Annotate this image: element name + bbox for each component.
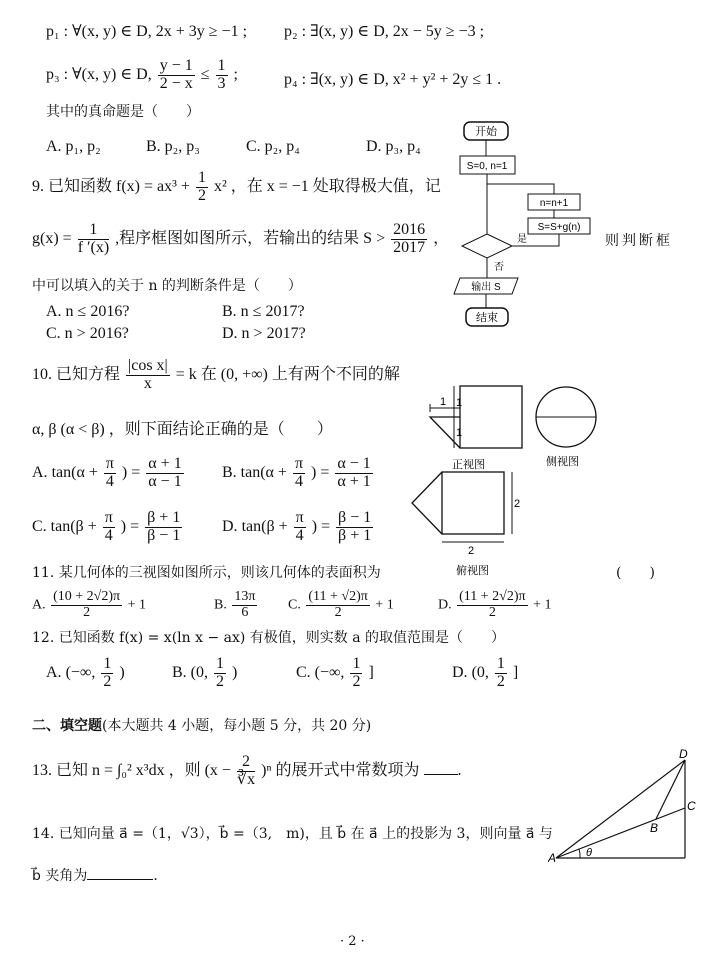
q12-b-den: 2	[216, 672, 224, 690]
q11-d-tail: + 1	[533, 597, 552, 613]
q9-half-den: 2	[197, 186, 206, 204]
q10-c-rhs	[145, 510, 182, 545]
q10-d-rhs	[336, 510, 373, 545]
q10-d-pi-den: 4	[295, 526, 304, 544]
top-view-square	[442, 472, 504, 534]
q10-a-lhs: tan(α +	[51, 463, 98, 481]
q11-option-a	[32, 590, 146, 620]
q11-c-frac	[306, 590, 369, 620]
q11-option-d	[438, 590, 551, 620]
tri-angle-arc	[579, 849, 580, 858]
q10-c-num: β + 1	[147, 509, 181, 526]
q12-a-pre: (−∞,	[65, 663, 96, 681]
q11-a-frac	[51, 590, 122, 620]
q12-d-frac	[495, 656, 507, 691]
q8-p3-rhs-fraction	[216, 58, 228, 93]
front-dim-1b: 1	[456, 397, 463, 409]
q11-d-num: (11 + 2√2)π	[459, 589, 526, 604]
q10-b-den: α + 1	[337, 472, 371, 490]
q12-a-label: A.	[46, 663, 62, 681]
q12-a-post: )	[119, 663, 125, 681]
q9-line2	[32, 222, 449, 257]
q10-b-pi	[293, 456, 305, 491]
q13-post: )ⁿ 的展开式中常数项为	[261, 761, 420, 779]
tri-label-b: B	[650, 821, 659, 835]
q11-a-num: (10 + 2√2)π	[53, 589, 121, 604]
top-dim-2a: 2	[514, 498, 521, 510]
q8-p3-rhs-den: 3	[217, 74, 226, 92]
q8-p3-num: y − 1	[159, 57, 193, 74]
flow-end-text: 结束	[476, 312, 498, 324]
q12-d-label: D.	[452, 663, 468, 681]
flowchart	[450, 118, 600, 333]
q10-d-label: D.	[222, 517, 238, 535]
q10-b-eq: ) =	[311, 463, 330, 481]
q11-b-frac	[232, 590, 257, 620]
q10-post: = k 在 (0, +∞) 上有两个不同的解	[175, 365, 400, 383]
q9-option-b: B. n ≤ 2017?	[222, 303, 305, 320]
flow-init-text: S=0, n=1	[466, 161, 508, 172]
q9-g-num: 1	[78, 222, 109, 240]
q10-c-label: C.	[32, 517, 47, 535]
q8-p4: p₄ : ∃(x, y) ∈ D, x² + y² + 2y ≤ 1 .	[284, 71, 502, 88]
q8-p3-fraction	[158, 58, 195, 93]
q10-a-rhs	[146, 456, 183, 491]
q10-b-lhs: tan(α +	[240, 463, 287, 481]
section2-title: 二、填空题	[32, 718, 102, 734]
q12-a-frac	[101, 656, 113, 691]
q12-stem: 12. 已知函数 f(x) = x(ln x − ax) 有极值，则实数 a 的取值范围是（ ）	[32, 630, 506, 646]
q11-option-b	[214, 590, 259, 620]
q12-d-num: 1	[496, 655, 505, 672]
q10-c-pi-den: 4	[104, 526, 113, 544]
q13-den: ∛x	[236, 770, 256, 788]
q10-fraction	[126, 358, 170, 393]
q10-c-pi	[103, 510, 115, 545]
q12-a-num: 1	[103, 655, 112, 672]
q10-option-a	[32, 456, 186, 491]
flow-loop-line	[487, 184, 554, 194]
q11-b-label: B.	[214, 597, 227, 613]
q11-c-tail: + 1	[375, 597, 394, 613]
q8-p3	[46, 58, 238, 93]
q9-half-num: 1	[197, 169, 206, 186]
q11-paren: ( )	[616, 565, 655, 581]
q10-b-label: B.	[222, 463, 237, 481]
q12-c-label: C.	[296, 663, 311, 681]
q9-line1	[32, 170, 441, 205]
flow-yes-label: 是	[517, 234, 527, 245]
q10-a-den: α − 1	[148, 472, 182, 490]
q10-den: x	[143, 374, 152, 392]
q12-c-pre: (−∞,	[314, 663, 345, 681]
q9-s-den: 2017	[393, 238, 426, 256]
q13-end: .	[457, 761, 462, 779]
q9-line2-end: ，	[433, 229, 450, 247]
q8-stem: 其中的真命题是（ ）	[46, 104, 200, 120]
q14-line2	[32, 868, 158, 885]
tri-line-ac	[556, 808, 685, 858]
q10-b-pi-den: 4	[294, 472, 303, 490]
q8-p3-relation: ≤	[200, 65, 210, 83]
tri-label-d: D	[679, 748, 688, 761]
q10-line1	[32, 358, 400, 393]
q11-stem: 11. 某几何体的三视图如图所示，则该几何体的表面积为	[32, 565, 381, 581]
q11-a-tail: + 1	[127, 597, 147, 613]
q11-c-den: 2	[334, 604, 342, 620]
q11-c-label: C.	[288, 597, 301, 613]
q10-a-pi	[104, 456, 116, 491]
q10-d-den: β + 1	[338, 526, 372, 544]
q12-c-den: 2	[352, 672, 361, 690]
top-view-triangle	[412, 472, 442, 534]
q13-num: 2	[237, 754, 255, 772]
q11-c-num: (11 + √2)π	[308, 589, 368, 604]
q9-line3: 中可以填入的关于 n 的判断条件是（ ）	[32, 278, 302, 294]
q9-g-den: f ′(x)	[77, 238, 110, 256]
tri-label-theta: θ	[586, 847, 592, 859]
q9-s-num: 2016	[393, 221, 426, 238]
q14-answer-blank[interactable]	[87, 879, 153, 880]
q11-b-den: 6	[241, 604, 249, 620]
q8-option-d: D. p₃, p₄	[366, 138, 421, 155]
q9-s-fraction	[391, 222, 427, 257]
q12-b-label: B.	[172, 663, 187, 681]
q8-option-c: C. p₂, p₄	[246, 138, 300, 155]
q11-d-label: D.	[438, 597, 452, 613]
q12-d-post: ]	[512, 663, 519, 681]
q9-line1-a: 9. 已知函数 f(x) = ax³ +	[32, 177, 190, 195]
page-number: · 2 ·	[340, 934, 365, 949]
q8-p2: p₂ : ∃(x, y) ∈ D, 2x − 5y ≥ −3 ;	[284, 23, 485, 40]
q12-c-num: 1	[352, 655, 361, 672]
q11-d-den: 2	[488, 604, 496, 620]
q10-num: |cos x|	[128, 357, 168, 374]
q9-line2-mid: ,程序框图如图所示，若输出的结果 S >	[115, 229, 386, 247]
q8-p3-end: ;	[233, 65, 238, 83]
q12-c-post: ]	[368, 663, 374, 681]
q10-option-b	[222, 456, 375, 491]
q13-pre: 13. 已知 n = ∫₀² x³dx ，则 (x −	[32, 761, 231, 779]
q9-option-a: A. n ≤ 2016?	[46, 303, 130, 320]
q10-option-d	[222, 510, 375, 545]
front-view-label: 正视图	[452, 459, 485, 471]
top-view-label: 俯视图	[456, 565, 489, 577]
q10-d-lhs: tan(β +	[241, 517, 288, 535]
q10-line2: α, β (α < β) ，则下面结论正确的是（ ）	[32, 421, 333, 438]
q10-b-pi-num: π	[294, 455, 304, 472]
q12-b-post: )	[232, 663, 238, 681]
q14-line2-end: .	[153, 868, 158, 884]
triangle-figure	[548, 748, 698, 868]
q11-option-c	[288, 590, 394, 620]
q13-fraction	[237, 754, 255, 789]
q9-half-fraction	[196, 170, 208, 205]
q10-c-lhs: tan(β +	[50, 517, 97, 535]
q10-b-num: α − 1	[337, 455, 371, 472]
q12-option-c	[296, 656, 374, 691]
q10-b-rhs	[335, 456, 372, 491]
three-views-figure	[400, 378, 600, 578]
front-dim-1c: 1	[456, 427, 463, 439]
q12-option-b	[172, 656, 237, 691]
q10-a-label: A.	[32, 463, 48, 481]
q12-option-a	[46, 656, 125, 691]
q10-a-eq: ) =	[121, 463, 141, 481]
q10-pre: 10. 已知方程	[32, 365, 121, 383]
q12-b-num: 1	[216, 655, 224, 672]
q12-d-pre: (0,	[471, 663, 489, 681]
q8-option-b: B. p₂, p₃	[146, 138, 200, 155]
q8-p1: p₁ : ∀(x, y) ∈ D, 2x + 3y ≥ −1 ;	[46, 23, 248, 40]
flow-update-n-text: n=n+1	[539, 198, 569, 209]
q9-line1-b: x² ，在 x = −1 处取得极大值，记	[213, 177, 441, 195]
q12-a-den: 2	[103, 672, 112, 690]
flow-decision-diamond	[462, 234, 512, 258]
q12-d-den: 2	[496, 672, 505, 690]
front-view-square	[460, 386, 522, 448]
q13-line	[32, 754, 462, 789]
q10-d-num: β − 1	[338, 509, 372, 526]
flow-start-text: 开始	[475, 126, 497, 138]
q9-g-fraction	[78, 222, 109, 257]
q10-a-pi-den: 4	[105, 472, 114, 490]
side-view-label: 侧视图	[546, 456, 579, 468]
q12-b-frac	[214, 656, 226, 691]
q12-b-pre: (0,	[190, 663, 208, 681]
q11-a-den: 2	[83, 604, 91, 620]
front-dim-1a: 1	[440, 396, 447, 408]
q14-line2-pre: b⃗ 夹角为	[32, 868, 88, 884]
q10-c-pi-num: π	[104, 509, 113, 526]
q12-c-frac	[350, 656, 362, 691]
q14-line1: 14. 已知向量 a⃗ =（1，√3），b⃗ =（3, m)，且 b⃗ 在 a⃗ 上的投影为 3，则向量 a⃗ 与	[32, 826, 553, 842]
flow-output-text: 输出 S	[471, 282, 501, 293]
flow-update-s-text: S=S+g(n)	[537, 222, 581, 233]
q13-answer-blank[interactable]	[424, 774, 458, 775]
flow-no-label: 否	[494, 262, 504, 273]
q10-a-num: α + 1	[148, 455, 182, 472]
q11-d-frac	[457, 590, 527, 620]
tri-line-ad	[556, 760, 685, 858]
tri-label-a: A	[548, 851, 557, 865]
q8-p3-prefix: p₃ : ∀(x, y) ∈ D,	[46, 65, 152, 83]
q9-option-d: D. n > 2017?	[222, 325, 306, 342]
q12-option-d	[452, 656, 518, 691]
tri-label-c: C	[687, 799, 696, 813]
q10-c-den: β − 1	[147, 526, 181, 544]
q9-option-c: C. n > 2016?	[46, 325, 129, 342]
top-dim-2b: 2	[468, 545, 475, 557]
q10-d-pi-num: π	[295, 509, 304, 526]
q10-c-eq: ) =	[120, 517, 140, 535]
section2-note: (本大题共 4 小题，每小题 5 分，共 20 分)	[102, 718, 372, 734]
q10-d-eq: ) =	[311, 517, 331, 535]
q11-a-label: A.	[32, 597, 46, 613]
q11-b-num: 13π	[234, 589, 256, 604]
q9-g-prefix: g(x) =	[32, 229, 72, 247]
section2-heading	[32, 718, 371, 735]
q8-p3-den: 2 − x	[159, 74, 193, 92]
q8-p3-rhs-num: 1	[217, 57, 226, 74]
q10-a-pi-num: π	[105, 455, 114, 472]
q10-option-c	[32, 510, 184, 545]
q8-option-a: A. p₁, p₂	[46, 138, 101, 155]
q10-d-pi	[294, 510, 306, 545]
q9-right-text: 则判断框	[605, 233, 673, 249]
